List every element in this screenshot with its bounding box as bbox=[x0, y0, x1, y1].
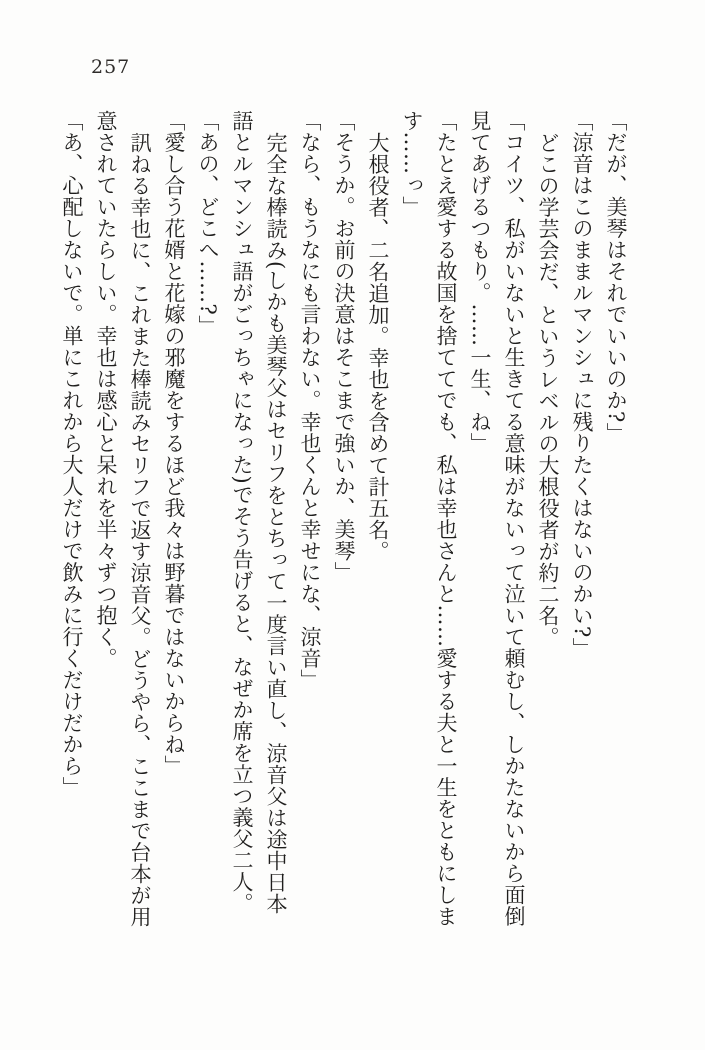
text-line: 「たとえ愛する故国を捨ててでも、私は幸也さんと……愛する夫と一生をともにしま bbox=[434, 110, 458, 927]
text-line: 「涼音はこのままルマンシュに残りたくはないのかい?」 bbox=[570, 110, 594, 660]
text-line: す……っ」 bbox=[400, 110, 424, 218]
text-line: 「あの、どこへ……?」 bbox=[196, 110, 220, 337]
text-line: 大根役者、二名追加。幸也を含めて計五名。 bbox=[366, 132, 390, 562]
text-line: 完全な棒読み(しかも美琴父はセリフをとちって一度言い直し、涼音父は途中日本 bbox=[264, 132, 288, 915]
text-line: どこの学芸会だ、というレベルの大根役者が約二名。 bbox=[536, 132, 560, 648]
text-line: 「なら、もうなにも言わない。幸也くんと幸せにな、涼音」 bbox=[298, 110, 322, 691]
page-number: 257 bbox=[91, 56, 131, 78]
vertical-text-block bbox=[55, 110, 633, 928]
text-line: 「あ、心配しないで。単にこれから大人だけで飲みに行くだけだから」 bbox=[60, 110, 84, 798]
text-line: 「コイツ、私がいないと生きてる意味がないって泣いて頼むし、しかたないから面倒 bbox=[502, 110, 526, 927]
text-line: 見てあげるつもり。……一生、ね」 bbox=[468, 110, 492, 454]
text-line: 語とルマンシュ語がごっちゃになった)でそう告げると、なぜか席を立つ義父二人。 bbox=[230, 110, 254, 915]
text-line: 「だが、美琴はそれでいいのか?」 bbox=[604, 110, 628, 445]
text-line: 「そうか。お前の決意はそこまで強いか、美琴」 bbox=[332, 110, 356, 583]
text-line: 意されていたらしい。幸也は感心と呆れを半々ずつ抱く。 bbox=[94, 110, 118, 669]
text-line: 「愛し合う花婿と花嫁の邪魔をするほど我々は野暮ではないからね」 bbox=[162, 110, 186, 777]
text-line: 訊ねる幸也に、これまた棒読みセリフで返す涼音父。どうやら、ここまで台本が用 bbox=[128, 132, 152, 928]
